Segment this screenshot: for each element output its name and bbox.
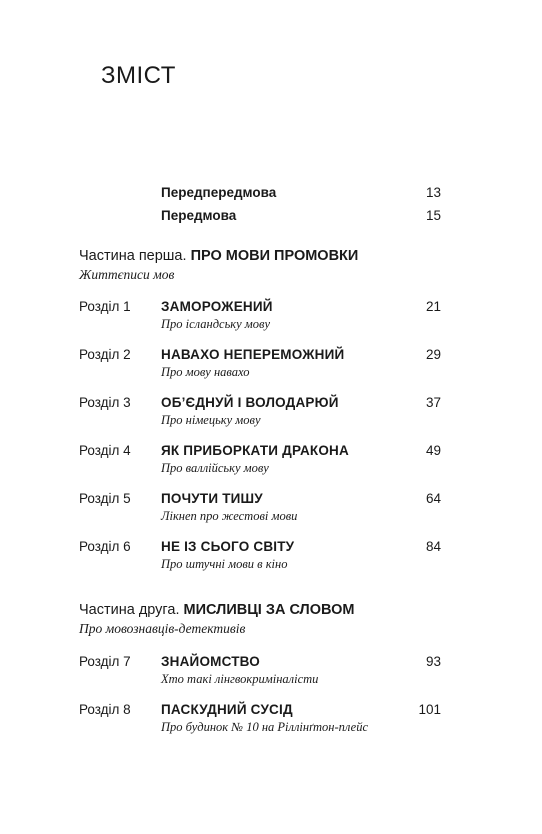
chapter-subtitle: Про валлійську мову [161,461,269,475]
chapter-page: 93 [425,654,441,669]
toc-chapter-3[interactable] [79,395,441,437]
chapter-page: 29 [425,347,441,362]
chapter-number: Розділ 4 [79,443,131,458]
chapter-subtitle: Про ісландську мову [161,317,271,331]
chapter-subtitle: Лікнеп про жестові мови [161,509,298,523]
chapter-number: Розділ 2 [79,347,131,362]
chapter-number: Розділ 1 [79,299,131,314]
chapter-number: Розділ 7 [79,654,131,669]
toc-chapter-2[interactable] [79,347,441,389]
part-heading-2 [79,601,449,637]
part-label: Частина перша. [79,248,187,264]
chapter-subtitle: Про німецьку мову [161,413,261,427]
chapter-title: НЕ ІЗ СЬОГО СВІТУ [161,539,295,554]
chapter-page: 101 [418,702,441,717]
part-subtitle: Про мовознавців-детективів [79,621,246,636]
toc-chapter-5[interactable] [79,491,441,533]
chapter-subtitle: Про штучні мови в кіно [161,557,288,571]
chapter-number: Розділ 3 [79,395,131,410]
part-subtitle: Життєписи мов [79,267,175,282]
page-title: ЗМІСТ [101,62,176,89]
entry-page: 13 [425,185,441,200]
chapter-subtitle: Про будинок № 10 на Ріллінґтон-плейс [161,720,369,734]
chapter-title: ЗНАЙОМСТВО [161,654,260,669]
chapter-title: ПОЧУТИ ТИШУ [161,491,263,506]
toc-entry-prefore[interactable] [161,185,441,203]
entry-title: Передмова [161,208,237,223]
chapter-subtitle: Хто такі лінгвокриміналісти [161,672,319,686]
toc-chapter-4[interactable] [79,443,441,485]
part-label: Частина друга. [79,602,180,618]
chapter-page: 64 [425,491,441,506]
part-heading-1 [79,247,449,283]
toc-entry-foreword[interactable] [161,208,441,226]
toc-chapter-6[interactable] [79,539,441,581]
entry-title: Передпередмова [161,185,277,200]
chapter-title: ЗАМОРОЖЕНИЙ [161,299,273,314]
toc-chapter-7[interactable] [79,654,441,696]
chapter-number: Розділ 8 [79,702,131,717]
chapter-page: 49 [425,443,441,458]
chapter-number: Розділ 5 [79,491,131,506]
chapter-title: ОБ’ЄДНУЙ І ВОЛОДАРЮЙ [161,395,339,410]
chapter-title: ПАСКУДНИЙ СУСІД [161,702,293,717]
chapter-page: 84 [425,539,441,554]
entry-page: 15 [425,208,441,223]
chapter-page: 37 [425,395,441,410]
chapter-title: НАВАХО НЕПЕРЕМОЖНИЙ [161,347,345,362]
chapter-subtitle: Про мову навахо [161,365,250,379]
chapter-page: 21 [425,299,441,314]
part-name: МИСЛИВЦІ ЗА СЛОВОМ [183,602,355,618]
part-name: ПРО МОВИ ПРОМОВКИ [190,248,359,264]
toc-chapter-1[interactable] [79,299,441,341]
chapter-number: Розділ 6 [79,539,131,554]
chapter-title: ЯК ПРИБОРКАТИ ДРАКОНА [161,443,349,458]
toc-chapter-8[interactable] [79,702,441,744]
